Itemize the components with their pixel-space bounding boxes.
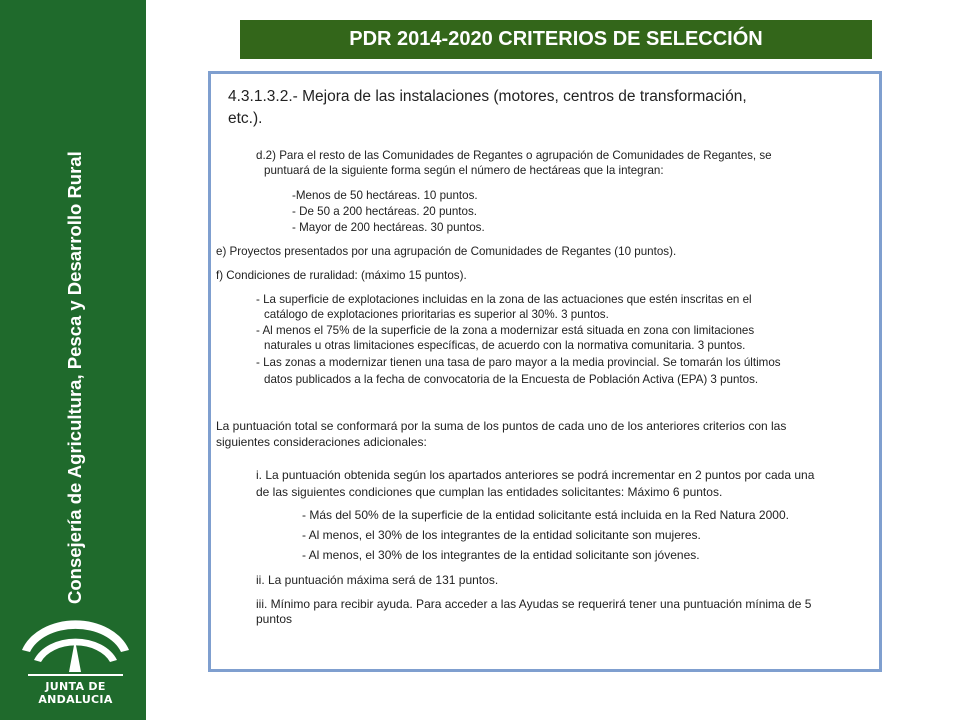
consideration-i-line-2: de las siguientes condiciones que cumplan las entidades solicitantes: Máximo 6 puntos. xyxy=(256,485,723,499)
list-item: catálogo de explotaciones prioritarias es superior al 30%. 3 puntos. xyxy=(264,308,609,321)
consideration-iii-line-1: iii. Mínimo para recibir ayuda. Para acceder a las Ayudas se requerirá tener una puntuación mínima de 5 xyxy=(256,597,812,611)
page-title: PDR 2014-2020 CRITERIOS DE SELECCIÓN xyxy=(240,20,872,59)
sidebar xyxy=(0,0,146,720)
list-item: -Menos de 50 hectáreas. 10 puntos. xyxy=(292,189,478,202)
logo-caption: JUNTA DE ANDALUCIA xyxy=(38,680,113,706)
list-item: - Al menos, el 30% de los integrantes de la entidad solicitante son jóvenes. xyxy=(302,548,700,562)
list-item: naturales u otras limitaciones específicas, de acuerdo con la normativa comunitaria. 3 puntos. xyxy=(264,339,746,352)
list-item: - La superficie de explotaciones incluidas en la zona de las actuaciones que estén inscritas en el xyxy=(256,293,752,306)
list-item: datos publicados a la fecha de convocatoria de la Encuesta de Población Activa (EPA) 3 puntos. xyxy=(264,373,759,386)
total-score-line-1: La puntuación total se conformará por la suma de los puntos de cada uno de los anteriores criterios con las xyxy=(216,419,787,433)
list-item: - Al menos, el 30% de los integrantes de la entidad solicitante son mujeres. xyxy=(302,528,701,542)
list-item: - De 50 a 200 hectáreas. 20 puntos. xyxy=(292,205,477,218)
list-item: - Al menos el 75% de la superficie de la zona a modernizar está situada en zona con limitaciones xyxy=(256,324,755,337)
criterion-e: e) Proyectos presentados por una agrupación de Comunidades de Regantes (10 puntos). xyxy=(216,245,677,258)
list-item: - Más del 50% de la superficie de la entidad solicitante está incluida en la Red Natura 2000. xyxy=(302,508,789,522)
total-score-line-2: siguientes consideraciones adicionales: xyxy=(216,435,427,449)
consideration-iii-line-2: puntos xyxy=(256,612,293,626)
section-title-line-1: 4.3.1.3.2.- Mejora de las instalaciones (motores, centros de transformación, xyxy=(228,88,747,105)
criterion-d2-line-1: d.2) Para el resto de las Comunidades de Regantes o agrupación de Comunidades de Regantes, se xyxy=(256,149,772,162)
section-title-line-2: etc.). xyxy=(228,110,263,127)
list-item: - Mayor de 200 hectáreas. 30 puntos. xyxy=(292,221,485,234)
criterion-f: f) Condiciones de ruralidad: (máximo 15 puntos). xyxy=(216,269,467,282)
criterion-d2-line-2: puntuará de la siguiente forma según el número de hectáreas que la integran: xyxy=(264,164,664,177)
list-item: - Las zonas a modernizar tienen una tasa de paro mayor a la media provincial. Se tomarán los últimos xyxy=(256,356,781,369)
vertical-department-title: Consejería de Agricultura, Pesca y Desarrollo Rural xyxy=(64,151,85,604)
consideration-ii: ii. La puntuación máxima será de 131 puntos. xyxy=(256,573,499,587)
consideration-i-line-1: i. La puntuación obtenida según los apartados anteriores se podrá incrementar en 2 puntos por cada una xyxy=(256,468,815,482)
